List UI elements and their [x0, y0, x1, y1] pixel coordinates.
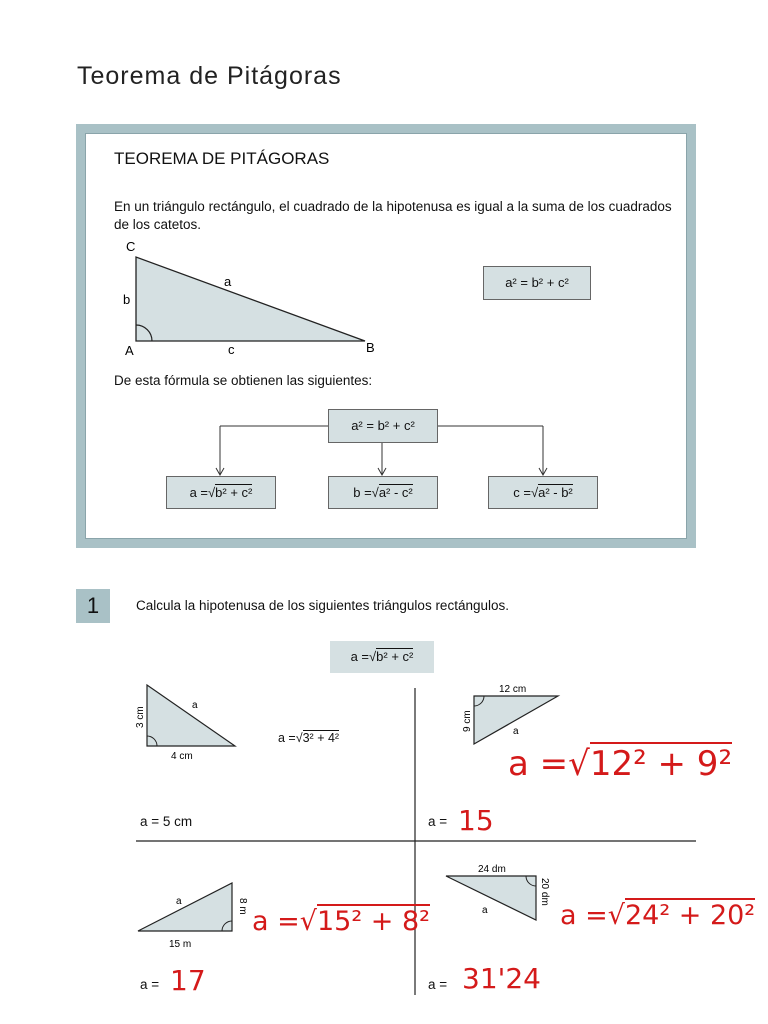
- q4-triangle: [446, 876, 536, 920]
- q2-hand-answer: 15: [458, 804, 494, 837]
- side-b-label: b: [123, 292, 131, 307]
- exercise-prompt: Calcula la hipotenusa de los siguientes triángulos rectángulos.: [136, 598, 509, 613]
- derived-c-box: [488, 476, 598, 509]
- q3-hand-radicand: 15² + 8²: [316, 906, 430, 937]
- q4-top-label: 24 dm: [478, 864, 506, 875]
- q4-handwritten-work: [560, 900, 755, 931]
- q1-hyp-label: a: [192, 700, 198, 711]
- derived-a-box: [166, 476, 276, 509]
- q1-work-radicand: 3² + 4²: [302, 731, 340, 745]
- page-title: Teorema de Pitágoras: [77, 62, 342, 90]
- tree-top-formula: a² = b² + c²: [351, 418, 415, 433]
- q2-hand-prefix: a =: [508, 744, 569, 784]
- q3-triangle-diagram: [128, 876, 248, 952]
- q2-top-label: 12 cm: [499, 684, 527, 695]
- derived-b-radicand: a² - c²: [378, 485, 413, 500]
- sqrt-icon: √: [369, 649, 377, 664]
- q4-vertical-label: 20 dm: [539, 878, 550, 906]
- derived-a-prefix: a =: [189, 485, 209, 500]
- derived-c-radicand: a² - b²: [538, 485, 573, 500]
- sqrt-icon: √: [568, 744, 590, 784]
- main-formula: a² = b² + c²: [505, 275, 569, 290]
- q2-handwritten-work: [508, 744, 732, 784]
- q1-triangle-diagram: [128, 680, 248, 764]
- q2-hand-radicand: 12² + 9²: [589, 744, 733, 784]
- vertex-b-label: B: [366, 340, 375, 355]
- q4-hand-radicand: 24² + 20²: [624, 900, 756, 931]
- q3-horizontal-label: 15 m: [169, 939, 192, 950]
- q1-work-prefix: a =: [278, 731, 296, 745]
- q1-work: [278, 731, 339, 745]
- q4-hand-answer: 31'24: [462, 962, 541, 995]
- derived-b-box: [328, 476, 438, 509]
- main-formula-box: [483, 266, 591, 300]
- q3-hand-prefix: a =: [252, 906, 300, 937]
- exercise-formula-box: [330, 641, 434, 673]
- theory-title: TEOREMA DE PITÁGORAS: [114, 149, 330, 168]
- q3-answer-label: a =: [140, 977, 160, 992]
- exercise-formula-prefix: a =: [350, 649, 370, 664]
- derived-b-prefix: b =: [353, 485, 372, 500]
- sqrt-icon: √: [607, 900, 625, 931]
- q2-answer-label: a =: [428, 814, 448, 829]
- sqrt-icon: √: [208, 485, 216, 500]
- q1-answer: a = 5 cm: [140, 814, 193, 829]
- q3-hand-answer: 17: [170, 964, 206, 997]
- sqrt-icon: √: [371, 485, 379, 500]
- q4-hyp-label: a: [482, 905, 488, 916]
- theory-statement: En un triángulo rectángulo, el cuadrado de la hipotenusa es igual a la suma de los cuadrados de los catetos.: [114, 199, 672, 232]
- vertex-c-label: C: [126, 239, 136, 254]
- q3-hyp-label: a: [176, 896, 182, 907]
- side-c-label: c: [228, 342, 235, 357]
- q1-horizontal-label: 4 cm: [171, 751, 193, 762]
- q3-vertical-label: 8 m: [237, 898, 248, 915]
- q2-triangle-diagram: [455, 680, 570, 750]
- q2-vertical-label: 9 cm: [462, 710, 473, 732]
- vertex-a-label: A: [125, 343, 134, 358]
- sqrt-icon: √: [299, 906, 317, 937]
- sqrt-icon: √: [295, 731, 303, 745]
- sqrt-icon: √: [530, 485, 539, 500]
- derived-a-radicand: b² + c²: [215, 485, 253, 500]
- tree-top-formula-box: [328, 409, 438, 443]
- q4-answer-label: a =: [428, 977, 448, 992]
- q4-triangle-diagram: [440, 860, 555, 932]
- q4-hand-prefix: a =: [560, 900, 608, 931]
- right-triangle: [136, 257, 365, 341]
- q1-vertical-label: 3 cm: [135, 706, 146, 728]
- theorem-triangle-diagram: [110, 236, 400, 361]
- q3-handwritten-work: [252, 906, 430, 937]
- derived-intro: De esta fórmula se obtienen las siguientes:: [114, 373, 373, 388]
- exercise-formula-radicand: b² + c²: [376, 649, 414, 664]
- q1-triangle: [147, 685, 235, 746]
- q2-hyp-label: a: [513, 726, 519, 737]
- derived-c-prefix: c =: [513, 485, 531, 500]
- exercise-number: 1: [76, 589, 110, 623]
- q3-triangle: [138, 883, 232, 931]
- side-a-label: a: [224, 274, 232, 289]
